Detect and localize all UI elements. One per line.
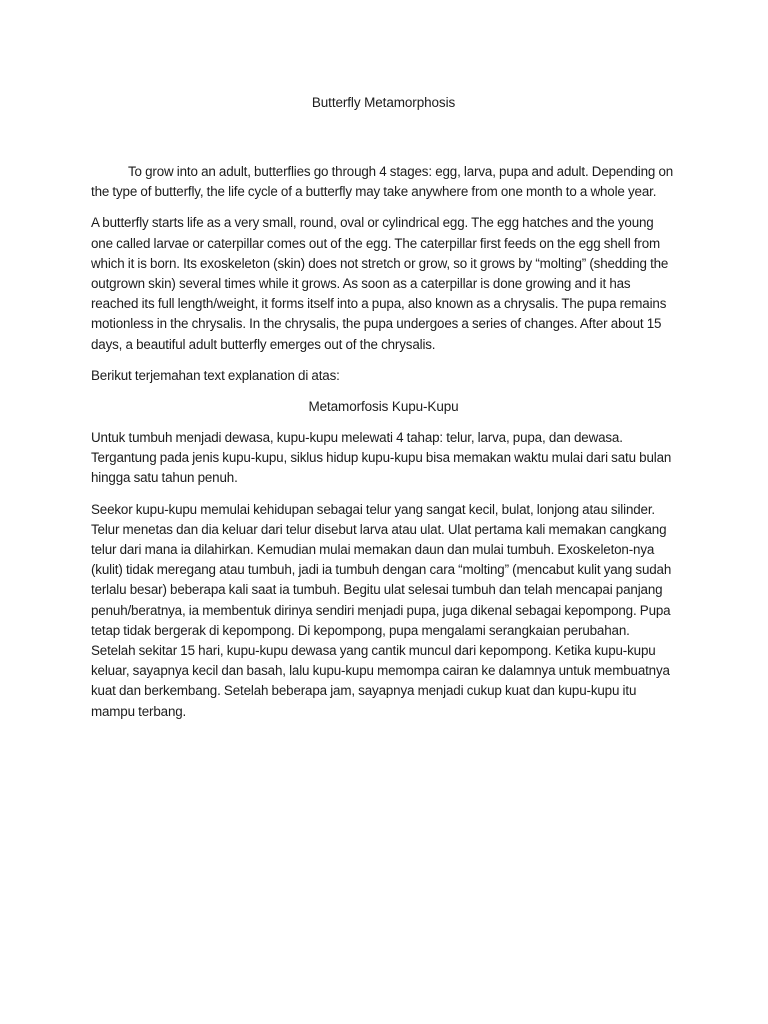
translation-intro: Berikut terjemahan text explanation di atas: [91,367,340,383]
document-body [91,93,676,733]
english-paragraph-1: To grow into an adult, butterflies go through 4 stages: egg, larva, pupa and adult. Depending on the type of butterfly, the life cycle of a butterfly may take anywhere from one month to a whole year. [91,164,674,200]
indonesian-paragraph-2: Seekor kupu-kupu memulai kehidupan sebagai telur yang sangat kecil, bulat, lonjong atau silinder. Telur menetas dan dia keluar dari telur disebut larva atau ulat. Ulat pertama kali memakan cangkang telur dari mana ia dilahirkan. Kemudian mulai memakan daun dan mulai tumbuh. Exoskeleton-nya (kulit) tidak meregang atau tumbuh, jadi ia tumbuh dengan cara “molting” (mencabut kulit yang sudah terlalu besar) beberapa kali saat ia tumbuh. Begitu ulat selesai tumbuh dan telah mencapai panjang penuh/beratnya, ia membentuk dirinya sendiri menjadi pupa, juga dikenal sebagai kepompong. Pupa tetap tidak bergerak di kepompong. Di kepompong, pupa mengalami serangkaian perubahan. Setelah sekitar 15 hari, kupu-kupu dewasa yang cantik muncul dari kepompong. Ketika kupu-kupu keluar, sayapnya kecil dan basah, lalu kupu-kupu memompa cairan ke dalamnya untuk membuatnya kuat dan berkembang. Setelah beberapa jam, sayapnya menjadi cukup kuat dan kupu-kupu itu mampu terbang. [91,501,672,719]
document-title: Butterfly Metamorphosis [311,95,456,110]
translation-title: Metamorfosis Kupu-Kupu [308,399,459,415]
english-paragraph-2: A butterfly starts life as a very small, round, oval or cylindrical egg. The egg hatches and the young one called larvae or caterpillar comes out of the egg. The caterpillar first feeds on the egg shell from which it is born. Its exoskeleton (skin) does not stretch or grow, so it grows by “molting” (shedding the outgrown skin) several times while it grows. As soon as a caterpillar is done growing and it has reached its full length/weight, it forms itself into a pupa, also known as a chrysalis. The pupa remains motionless in the chrysalis. In the chrysalis, the pupa undergoes a series of changes. After about 15 days, a beautiful adult butterfly emerges out of the chrysalis. [91,215,669,352]
indonesian-paragraph-1: Untuk tumbuh menjadi dewasa, kupu-kupu melewati 4 tahap: telur, larva, pupa, dan dewasa. Tergantung pada jenis kupu-kupu, siklus hidup kupu-kupu bisa memakan waktu mulai dari satu bulan hingga satu tahun penuh. [91,430,672,486]
